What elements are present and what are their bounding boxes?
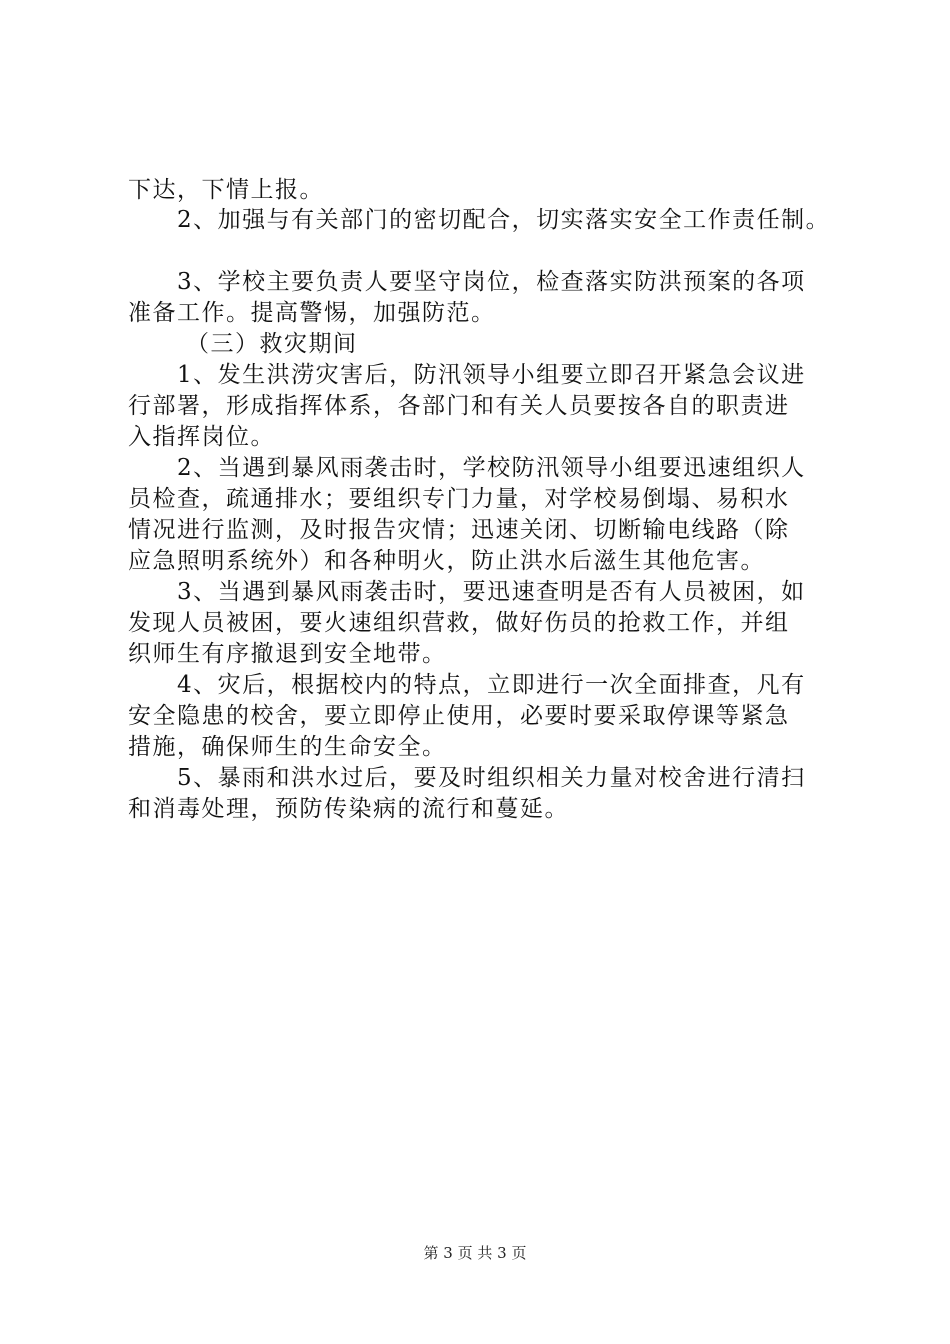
text-line: 和消毒处理，预防传染病的流行和蔓延。 — [128, 796, 569, 822]
text-line: 准备工作。提高警惕，加强防范。 — [128, 300, 496, 326]
text-line: 3、当遇到暴风雨袭击时，要迅速查明是否有人员被困，如 — [177, 579, 806, 605]
text-line: 措施，确保师生的生命安全。 — [128, 734, 447, 760]
text-line: 2、加强与有关部门的密切配合，切实落实安全工作责任制。 — [177, 207, 831, 233]
page-number: 第 3 页 共 3 页 — [423, 1244, 527, 1262]
text-line: 情况进行监测，及时报告灾情；迅速关闭、切断输电线路（除 — [128, 517, 790, 543]
text-line: 织师生有序撤退到安全地带。 — [128, 641, 447, 667]
text-line: 5、暴雨和洪水过后，要及时组织相关力量对校舍进行清扫 — [177, 765, 806, 791]
section-heading: （三）救灾期间 — [186, 331, 358, 357]
text-line: 发现人员被困，要火速组织营救，做好伤员的抢救工作，并组 — [128, 610, 790, 636]
text-line: 3、学校主要负责人要坚守岗位，检查落实防洪预案的各项 — [177, 269, 806, 295]
text-line: 下达，下情上报。 — [128, 177, 324, 203]
text-line: 2、当遇到暴风雨袭击时，学校防汛领导小组要迅速组织人 — [177, 455, 806, 481]
text-line: 安全隐患的校舍，要立即停止使用，必要时要采取停课等紧急 — [128, 703, 790, 729]
text-line: 4、灾后，根据校内的特点，立即进行一次全面排查，凡有 — [177, 672, 806, 698]
text-line: 员检查，疏通排水；要组织专门力量，对学校易倒塌、易积水 — [128, 486, 790, 512]
text-line: 应急照明系统外）和各种明火，防止洪水后滋生其他危害。 — [128, 548, 765, 574]
text-line: 1、发生洪涝灾害后，防汛领导小组要立即召开紧急会议进 — [177, 362, 806, 388]
text-line: 入指挥岗位。 — [128, 424, 275, 450]
text-line: 行部署，形成指挥体系，各部门和有关人员要按各自的职责进 — [128, 393, 790, 419]
